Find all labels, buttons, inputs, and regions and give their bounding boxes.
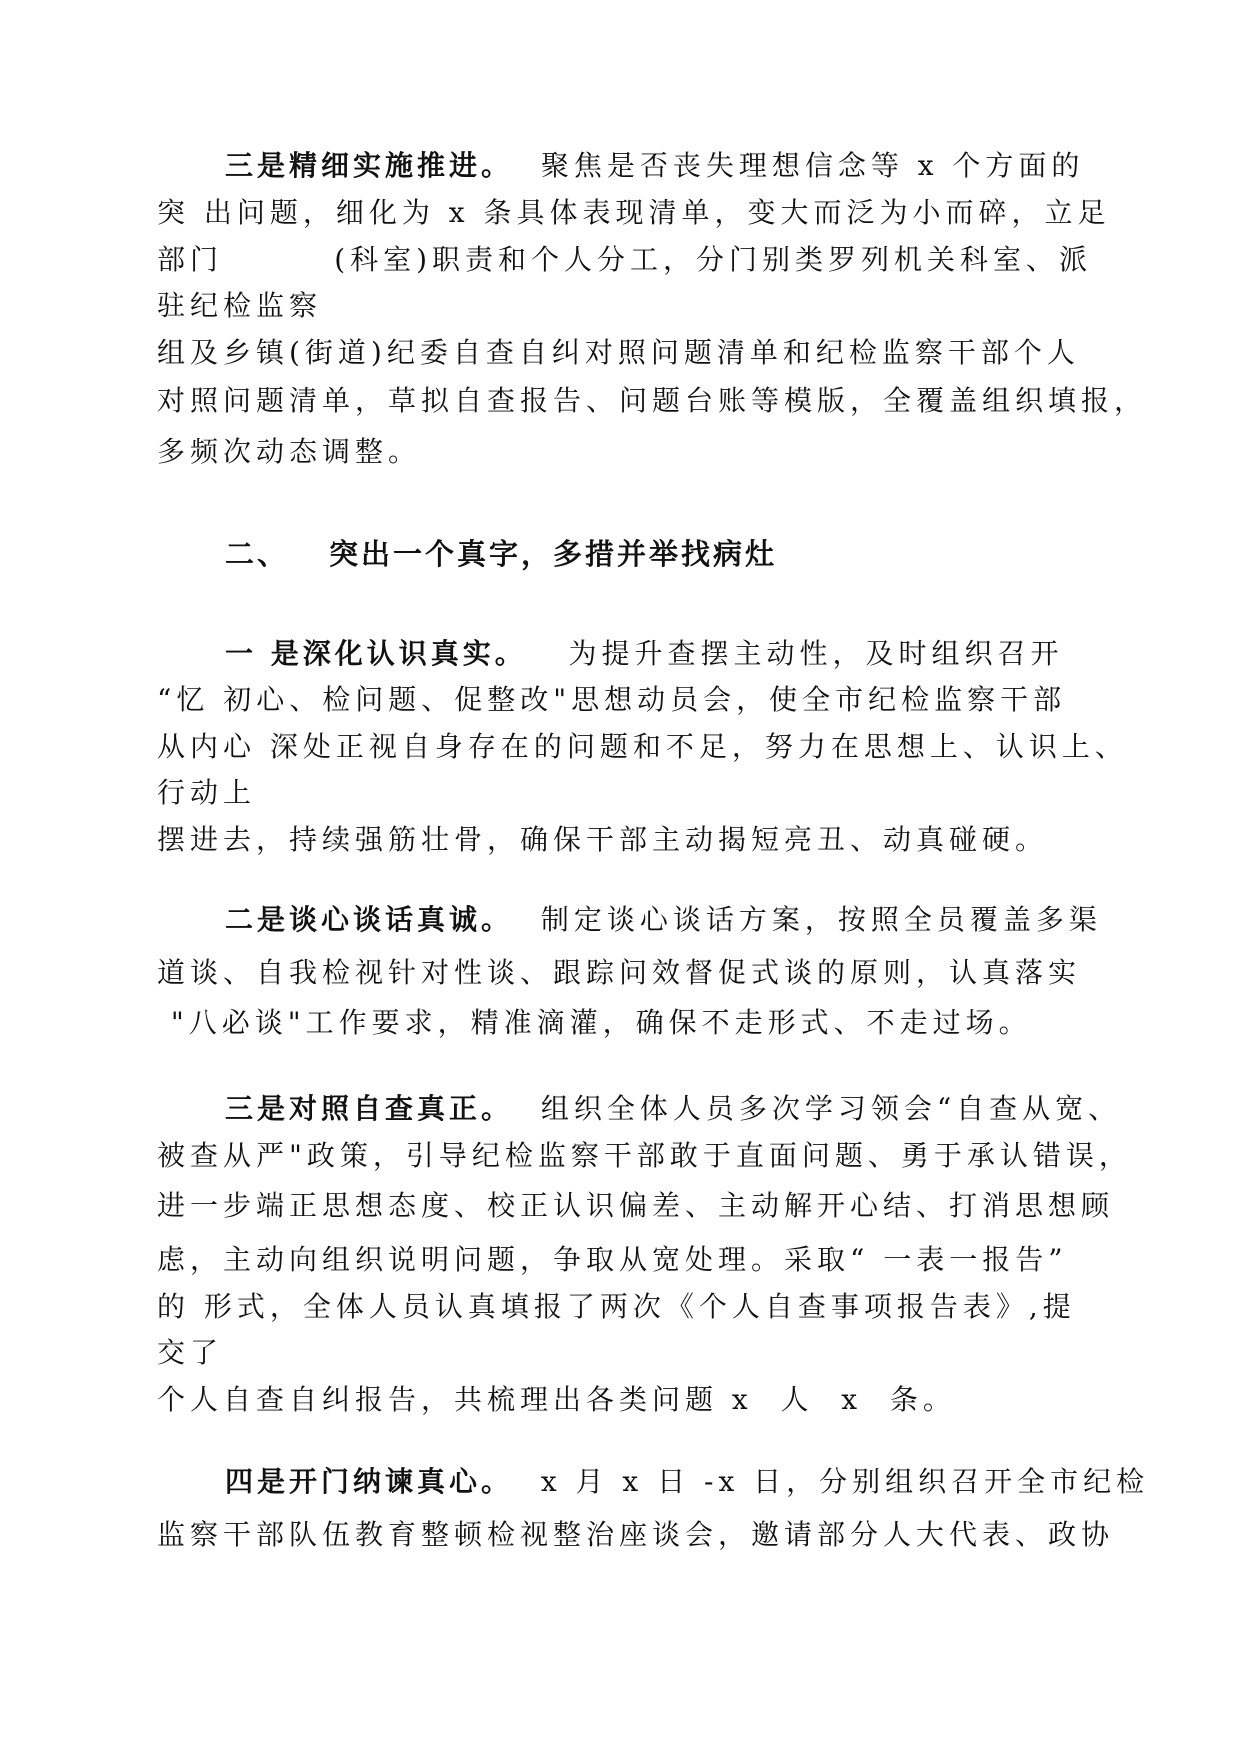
paragraph-line: 摆进去，持续强筋壮骨，确保干部主动揭短亮丑、动真碰硬。 (157, 823, 1049, 856)
paragraph-lead: 三是精细实施推进。 (225, 149, 514, 182)
paragraph-line: 交了 (157, 1336, 224, 1369)
paragraph-line (225, 1089, 1121, 1129)
paragraph-line: 个人自查自纠报告，共梳理出各类问题 x 人 x 条。 (157, 1383, 956, 1416)
paragraph-text: 制定谈心谈话方案，按照全员覆盖多渠 (540, 903, 1102, 936)
paragraph-line: 组及乡镇(街道)纪委自查自纠对照问题清单和纪检监察干部个人 (157, 336, 1080, 369)
paragraph-text: x 月 x 日 -x 日，分别组织召开全市纪检 (540, 1465, 1150, 1498)
paragraph-line (225, 1462, 1149, 1502)
paragraph-line: 行动上 (157, 776, 257, 809)
heading-title: 突出一个真字，多措并举找病灶 (329, 537, 778, 571)
paragraph-line: 虑，主动向组织说明问题，争取从宽处理。采取“ 一表一报告” (157, 1243, 1068, 1276)
section-heading (225, 534, 777, 574)
paragraph-lead: 二是谈心谈话真诚。 (225, 903, 514, 936)
paragraph-line: 的 形式，全体人员认真填报了两次《个人自查事项报告表》,提 (157, 1290, 1076, 1323)
paragraph-line (225, 146, 1084, 186)
paragraph-line: 对照问题清单，草拟自查报告、问题台账等模版，全覆盖组织填报， (157, 384, 1148, 417)
paragraph-lead: 四是开门纳谏真心。 (225, 1465, 514, 1498)
paragraph-line: 被查从严"政策，引导纪检监察干部敢于直面问题、勇于承认错误， (157, 1139, 1132, 1172)
paragraph-line: 驻纪检监察 (157, 289, 323, 322)
paragraph-text: 聚焦是否丧失理想信念等 x 个方面的 (540, 149, 1085, 182)
paragraph-text: 为提升查摆主动性，及时组织召开 (568, 637, 1064, 670)
paragraph-text: 组织全体人员多次学习领会“自查从宽、 (540, 1092, 1122, 1125)
paragraph-line: 部门 (科室)职责和个人分工，分门别类罗列机关科室、派 (157, 243, 1093, 276)
paragraph-lead: 一 是深化认识真实。 (225, 637, 527, 670)
paragraph-line: “忆 初心、检问题、促整改"思想动员会，使全市纪检监察干部 (157, 683, 1067, 716)
paragraph-line: 进一步端正思想态度、校正认识偏差、主动解开心结、打消思想顾 (157, 1189, 1115, 1222)
paragraph-line (225, 900, 1102, 940)
paragraph-line: 突 出问题，细化为 x 条具体表现清单，变大而泛为小而碎，立足 (157, 196, 1111, 229)
paragraph-line: "八必谈"工作要求，精准滴灌，确保不走形式、不走过场。 (157, 1006, 1032, 1039)
paragraph-line: 监察干部队伍教育整顿检视整治座谈会，邀请部分人大代表、政协 (157, 1518, 1115, 1551)
paragraph-line (225, 634, 1063, 674)
paragraph-line: 从内心 深处正视自身存在的问题和不足，努力在思想上、认识上、 (157, 730, 1128, 763)
paragraph-line: 多频次动态调整。 (157, 435, 422, 468)
paragraph-line: 道谈、自我检视针对性谈、跟踪问效督促式谈的原则，认真落实 (157, 956, 1082, 989)
paragraph-lead: 三是对照自查真正。 (225, 1092, 514, 1125)
heading-number: 二、 (225, 537, 290, 571)
